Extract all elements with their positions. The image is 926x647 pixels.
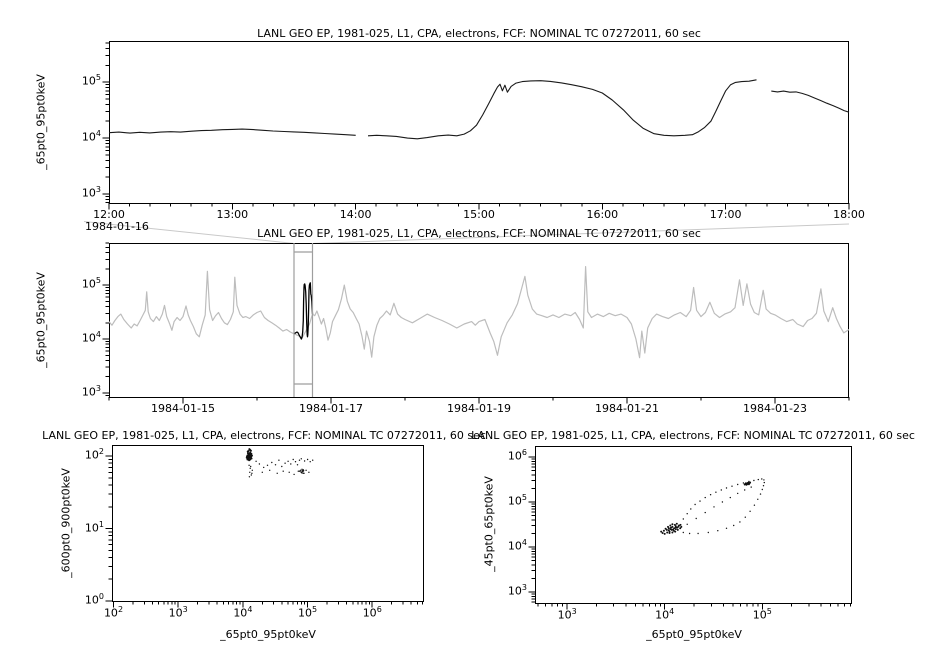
y-tick-label: $10^5$ (81, 73, 101, 88)
x-tick-label: 1984-01-17 (299, 402, 363, 415)
y-tick-label: $10^5$ (81, 276, 101, 291)
time-axis-date-label: 1984-01-16 (85, 220, 149, 233)
y-tick-label: $10^0$ (84, 592, 104, 607)
x-tick-label: $10^4$ (233, 605, 253, 620)
scatter-right-xlabel: _65pt0_95pt0keV (646, 628, 742, 641)
x-tick-label: $10^5$ (298, 605, 318, 620)
x-tick-label: $10^3$ (168, 605, 188, 620)
y-tick-label: $10^3$ (81, 383, 101, 399)
context-panel-ylabel: _65pt0_95pt0keV (34, 272, 48, 368)
x-tick-label: $10^4$ (655, 607, 675, 622)
x-tick-label: 12:00 (93, 208, 125, 221)
x-tick-label: 15:00 (463, 208, 495, 221)
context-panel-title: LANL GEO EP, 1981-025, L1, CPA, electrons, FCF: NOMINAL TC 07272011, 60 sec (257, 227, 701, 240)
x-tick-label: 13:00 (216, 208, 249, 221)
x-tick-label: $10^2$ (103, 605, 124, 620)
scatter-left-xlabel: _65pt0_95pt0keV (220, 628, 316, 641)
x-tick-label: 1984-01-21 (595, 402, 659, 415)
y-tick-label: $10^5$ (507, 493, 527, 508)
top-panel-title: LANL GEO EP, 1981-025, L1, CPA, electrons, FCF: NOMINAL TC 07272011, 60 sec (257, 27, 701, 40)
x-tick-label: 1984-01-15 (151, 402, 215, 415)
x-tick-label: 1984-01-19 (447, 402, 511, 415)
x-tick-label: 16:00 (586, 208, 619, 221)
panel-1-plot-area[interactable] (109, 243, 849, 397)
y-tick-label: $10^4$ (81, 330, 101, 345)
scatter-left-title: LANL GEO EP, 1981-025, L1, CPA, electrons, FCF: NOMINAL TC 07272011, 60 sec (42, 429, 486, 442)
x-tick-label: $10^6$ (362, 605, 382, 620)
x-tick-label: 17:00 (709, 208, 742, 221)
panel-2-plot-area[interactable] (112, 445, 424, 601)
scatter-left-ylabel: _600pt0_900pt0keV (59, 468, 73, 578)
x-tick-label: $10^3$ (557, 607, 577, 622)
y-tick-label: $10^6$ (507, 448, 527, 463)
top-panel-ylabel: _65pt0_95pt0keV (34, 74, 48, 170)
panel-3-plot-area[interactable] (535, 446, 852, 603)
y-tick-label: $10^4$ (81, 129, 101, 144)
x-tick-label: 18:00 (833, 208, 865, 221)
x-tick-label: $10^5$ (752, 607, 772, 622)
y-tick-label: $10^3$ (81, 185, 101, 200)
x-tick-label: 1984-01-23 (743, 402, 807, 415)
scatter-right-title: LANL GEO EP, 1981-025, L1, CPA, electrons, FCF: NOMINAL TC 07272011, 60 sec (471, 429, 915, 442)
scatter-right-ylabel: _45pt0_65pt0keV (482, 476, 496, 572)
y-tick-label: $10^1$ (84, 519, 104, 535)
y-tick-label: $10^3$ (507, 582, 527, 598)
x-tick-label: 14:00 (339, 208, 372, 221)
y-tick-label: $10^2$ (84, 447, 104, 462)
y-tick-label: $10^4$ (507, 537, 527, 553)
